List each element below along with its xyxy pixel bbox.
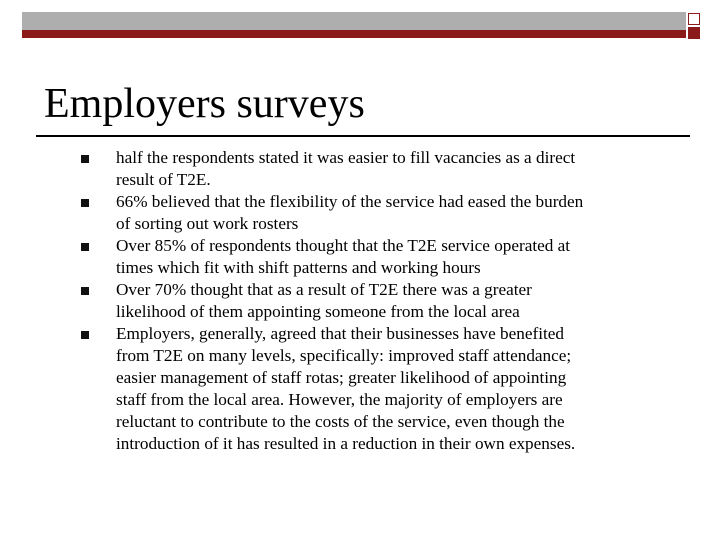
square-bullet-icon: [81, 155, 89, 163]
bullet-list: [0, 147, 720, 455]
square-bullet-icon: [81, 331, 89, 339]
bullet-line: introduction of it has resulted in a reduction in their own expenses.: [116, 434, 576, 453]
corner-square-filled: [688, 27, 700, 39]
title-divider: [36, 135, 690, 137]
square-bullet-icon: [81, 243, 89, 251]
corner-square-outline: [688, 13, 700, 25]
square-bullet-icon: [81, 287, 89, 295]
bullet-item: [0, 323, 720, 455]
bullet-line: Employers, generally, agreed that their businesses have benefited: [116, 324, 564, 343]
header-band: [22, 12, 686, 30]
bullet-item: [0, 191, 720, 235]
bullet-line: easier management of staff rotas; greater likelihood of appointing: [116, 368, 567, 387]
bullet-line: times which fit with shift patterns and working hours: [116, 258, 481, 277]
bullet-text: [116, 147, 676, 191]
bullet-text: [116, 191, 676, 235]
bullet-line: 66% believed that the flexibility of the service had eased the burden: [116, 192, 584, 211]
header-accent-bar: [22, 30, 686, 38]
bullet-text: [116, 279, 676, 323]
bullet-line: likelihood of them appointing someone from the local area: [116, 302, 520, 321]
bullet-line: half the respondents stated it was easier to fill vacancies as a direct: [116, 148, 576, 167]
bullet-line: reluctant to contribute to the costs of the service, even though the: [116, 412, 565, 431]
bullet-line: result of T2E.: [116, 170, 211, 189]
bullet-text: [116, 235, 676, 279]
slide-title: Employers surveys: [44, 81, 365, 127]
bullet-item: [0, 279, 720, 323]
bullet-line: Over 85% of respondents thought that the T2E service operated at: [116, 236, 571, 255]
bullet-line: staff from the local area. However, the majority of employers are: [116, 390, 563, 409]
bullet-item: [0, 235, 720, 279]
square-bullet-icon: [81, 199, 89, 207]
bullet-text: [116, 323, 676, 455]
bullet-line: Over 70% thought that as a result of T2E there was a greater: [116, 280, 532, 299]
bullet-item: [0, 147, 720, 191]
bullet-line: from T2E on many levels, specifically: improved staff attendance;: [116, 346, 572, 365]
bullet-line: of sorting out work rosters: [116, 214, 299, 233]
